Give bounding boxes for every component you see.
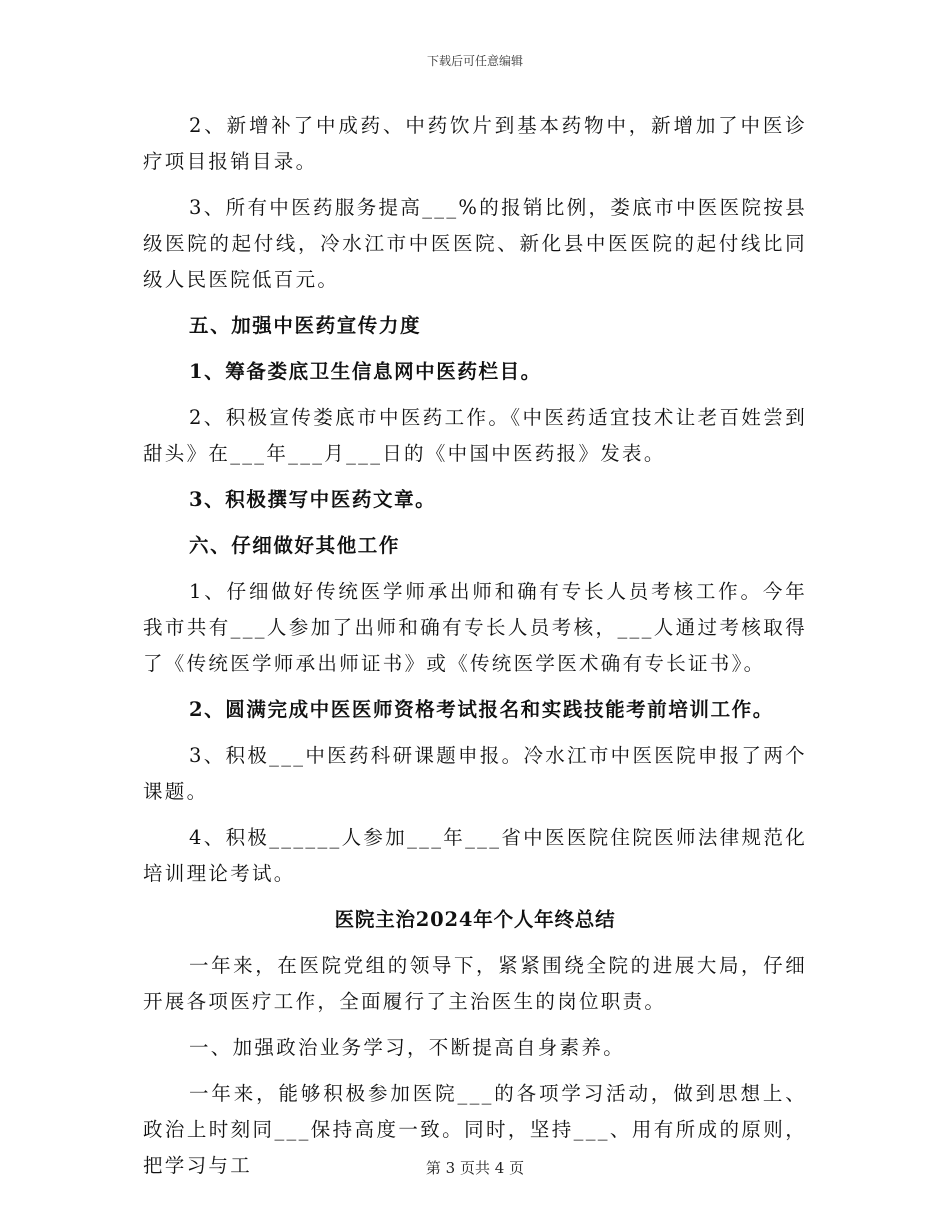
document-body (143, 108, 807, 1194)
page-footer: 第 3 页共 4 页 (425, 1159, 525, 1177)
paragraph: 一、加强政治业务学习，不断提高自身素养。 (189, 1036, 626, 1059)
section-heading: 六、仔细做好其他工作 (189, 534, 401, 557)
section-heading: 五、加强中医药宣传力度 (189, 314, 422, 337)
paragraph: 2、积极宣传娄底市中医药工作。《中医药适宜技术让老百姓尝到甜头》在___年___月___日的《中国中医药报》发表。 (143, 406, 807, 465)
paragraph: 2、新增补了中成药、中药饮片到基本药物中，新增加了中医诊疗项目报销目录。 (143, 114, 807, 173)
paragraph: 3、积极___中医药科研课题申报。冷水江市中医医院申报了两个课题。 (143, 744, 807, 803)
paragraph: 一年来，能够积极参加医院___的各项学习活动，做到思想上、政治上时刻同___保持高度一致。同时，坚持___、用有所成的原则，把学习与工 (143, 1082, 807, 1177)
subheading: 1、筹备娄底卫生信息网中医药栏目。 (189, 360, 542, 383)
subheading: 3、积极撰写中医药文章。 (189, 488, 437, 511)
subheading: 2、圆满完成中医医师资格考试报名和实践技能考前培训工作。 (189, 698, 774, 721)
page-header: 下载后可任意编辑 (426, 54, 523, 68)
paragraph: 一年来，在医院党组的领导下，紧紧围绕全院的进展大局，仔细开展各项医疗工作，全面履行了主治医生的岗位职责。 (143, 954, 807, 1013)
paragraph: 3、所有中医药服务提高___%的报销比例，娄底市中医医院按县级医院的起付线，冷水江市中医医院、新化县中医医院的起付线比同级人民医院低百元。 (143, 196, 807, 291)
paragraph: 4、积极______人参加___年___省中医医院住院医师法律规范化培训理论考试。 (143, 826, 807, 885)
document-title: 医院主治2024年个人年终总结 (334, 908, 616, 931)
paragraph: 1、仔细做好传统医学师承出师和确有专长人员考核工作。今年我市共有___人参加了出师和确有专长人员考核，___人通过考核取得了《传统医学师承出师证书》或《传统医学医术确有专长证书》。 (143, 580, 807, 675)
